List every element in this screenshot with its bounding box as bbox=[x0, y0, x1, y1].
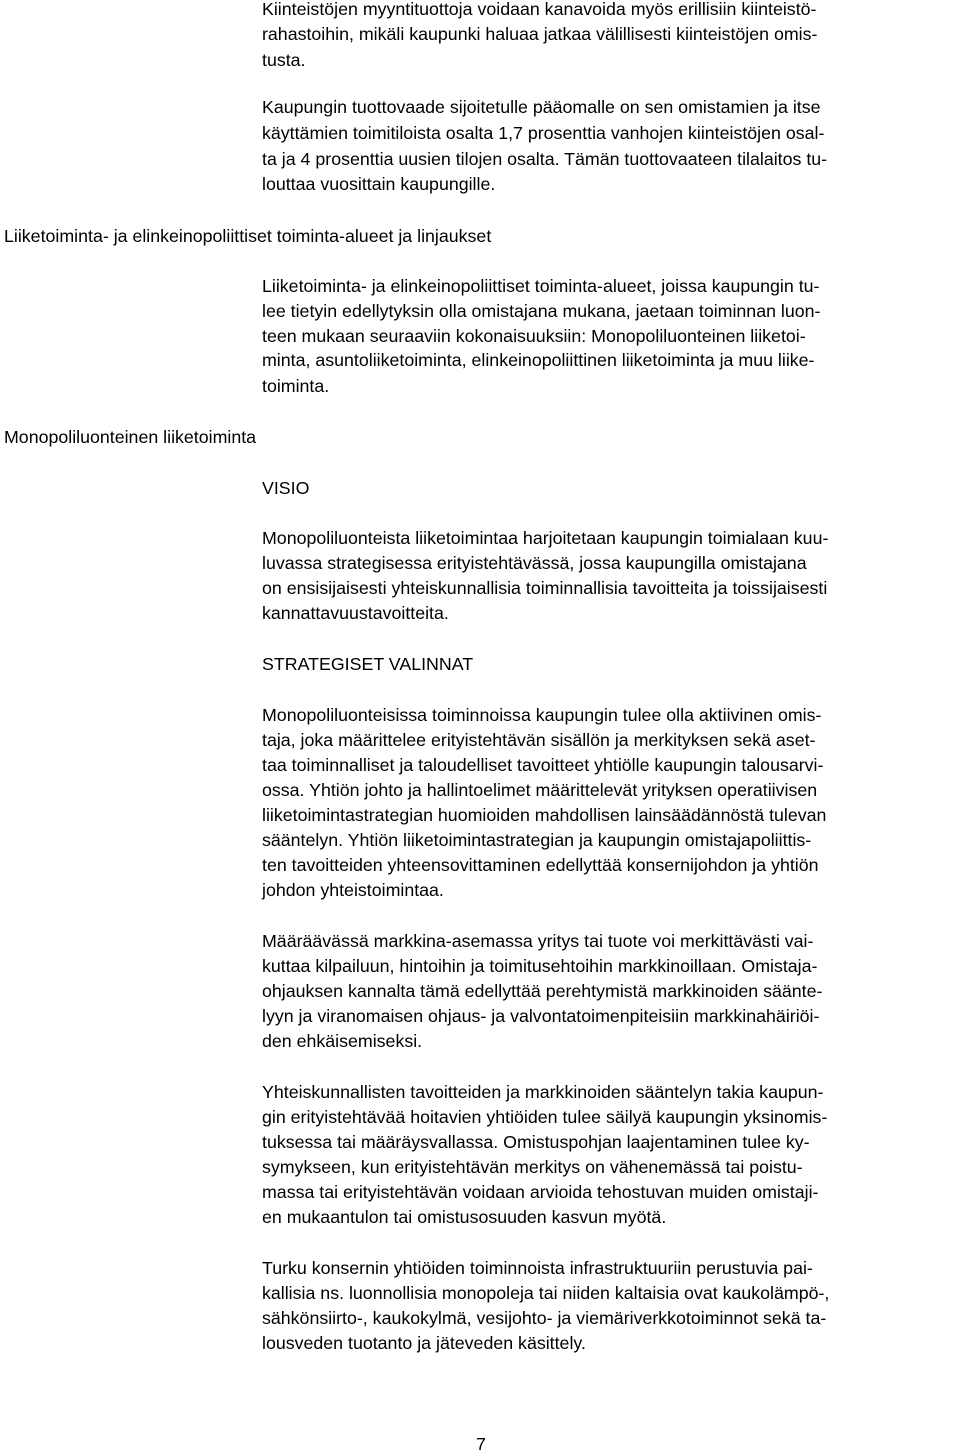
text-line: louttaa vuosittain kaupungille. bbox=[262, 174, 496, 194]
text-line: massa tai erityistehtävän voidaan arvioida tehostuvan muiden omistaji- bbox=[262, 1182, 819, 1202]
text-line: lyyn ja viranomaisen ohjaus- ja valvontatoimenpiteisiin markkinahäiriöi- bbox=[262, 1006, 820, 1026]
text-line: käyttämien toimitiloista osalta 1,7 prosenttia vanhojen kiinteistöjen osal- bbox=[262, 123, 825, 143]
text-line: gin erityistehtävää hoitavien yhtiöiden tulee säilyä kaupungin yksinomis- bbox=[262, 1107, 828, 1127]
text-line: lousveden tuotanto ja jäteveden käsittely. bbox=[262, 1333, 586, 1353]
text-line: ten tavoitteiden yhteensovittaminen edellyttää konsernijohdon ja yhtiön bbox=[262, 855, 819, 875]
visio-heading: VISIO bbox=[262, 478, 310, 498]
page-number: 7 bbox=[476, 1434, 486, 1454]
text-line: teen mukaan seuraaviin kokonaisuuksiin: Monopoliluonteinen liiketoi- bbox=[262, 326, 806, 346]
text-line: luvassa strategisessa erityistehtävässä, jossa kaupungilla omistajana bbox=[262, 553, 807, 573]
text-line: minta, asuntoliiketoiminta, elinkeinopoliittinen liiketoiminta ja muu liike- bbox=[262, 350, 815, 370]
text-line: symykseen, kun erityistehtävän merkitys on vähenemässä tai poistu- bbox=[262, 1157, 803, 1177]
text-line: den ehkäisemiseksi. bbox=[262, 1031, 423, 1051]
text-line: ossa. Yhtiön johto ja hallintoelimet määrittelevät yrityksen operatiivisen bbox=[262, 780, 818, 800]
text-line: kuttaa kilpailuun, hintoihin ja toimitusehtoihin markkinoillaan. Omistaja- bbox=[262, 956, 818, 976]
text-line: on ensisijaisesti yhteiskunnallisia toiminnallisia tavoitteita ja toissijaisesti bbox=[262, 578, 828, 598]
text-line: sähkönsiirto-, kaukokylmä, vesijohto- ja viemäriverkkotoiminnot sekä ta- bbox=[262, 1308, 827, 1328]
text-line: rahastoihin, mikäli kaupunki haluaa jatkaa välillisesti kiinteistöjen omis- bbox=[262, 24, 818, 44]
text-line: lee tietyin edellytyksin olla omistajana mukana, jaetaan toiminnan luon- bbox=[262, 301, 821, 321]
text-line: Monopoliluonteista liiketoimintaa harjoitetaan kaupungin toimialaan kuu- bbox=[262, 528, 829, 548]
text-line: johdon yhteistoimintaa. bbox=[262, 880, 444, 900]
text-line: tuksessa tai määräysvallassa. Omistuspohjan laajentaminen tulee ky- bbox=[262, 1132, 810, 1152]
text-line: kannattavuustavoitteita. bbox=[262, 603, 449, 623]
section-heading: Liiketoiminta- ja elinkeinopoliittiset toiminta-alueet ja linjaukset bbox=[4, 226, 492, 246]
text-line: Liiketoiminta- ja elinkeinopoliittiset toiminta-alueet, joissa kaupungin tu- bbox=[262, 276, 820, 296]
text-line: liiketoimintastrategian huomioiden mahdollisen lainsäädännöstä tulevan bbox=[262, 805, 827, 825]
subsection-heading: Monopoliluonteinen liiketoiminta bbox=[4, 427, 257, 447]
text-line: toiminta. bbox=[262, 376, 330, 396]
text-line: taja, joka määrittelee erityistehtävän sisällön ja merkityksen sekä aset- bbox=[262, 730, 816, 750]
text-line: sääntelyn. Yhtiön liiketoimintastrategian ja kaupungin omistajapoliittis- bbox=[262, 830, 812, 850]
text-line: Monopoliluonteisissa toiminnoissa kaupungin tulee olla aktiivinen omis- bbox=[262, 705, 822, 725]
text-line: Määräävässä markkina-asemassa yritys tai tuote voi merkittävästi vai- bbox=[262, 931, 814, 951]
text-line: ohjauksen kannalta tämä edellyttää perehtymistä markkinoiden sääntе- bbox=[262, 981, 823, 1001]
text-line: Turku konsernin yhtiöiden toiminnoista infrastruktuuriin perustuvia pai- bbox=[262, 1258, 813, 1278]
text-line: ta ja 4 prosenttia uusien tilojen osalta. Tämän tuottovaateen tilalaitos tu- bbox=[262, 149, 828, 169]
text-line: Kiinteistöjen myyntituottoja voidaan kanavoida myös erillisiin kiinteistö- bbox=[262, 0, 817, 19]
text-line: en mukaantulon tai omistusosuuden kasvun myötä. bbox=[262, 1207, 667, 1227]
text-line: Yhteiskunnallisten tavoitteiden ja markkinoiden sääntelyn takia kaupun- bbox=[262, 1082, 824, 1102]
text-line: kallisia ns. luonnollisia monopoleja tai niiden kaltaisia ovat kaukolämpö-, bbox=[262, 1283, 830, 1303]
text-line: taa toiminnalliset ja taloudelliset tavoitteet yhtiölle kaupungin talousarvi- bbox=[262, 755, 824, 775]
strategy-heading: STRATEGISET VALINNAT bbox=[262, 654, 474, 674]
text-line: Kaupungin tuottovaade sijoitetulle pääomalle on sen omistamien ja itse bbox=[262, 97, 821, 117]
text-line: tusta. bbox=[262, 50, 306, 70]
